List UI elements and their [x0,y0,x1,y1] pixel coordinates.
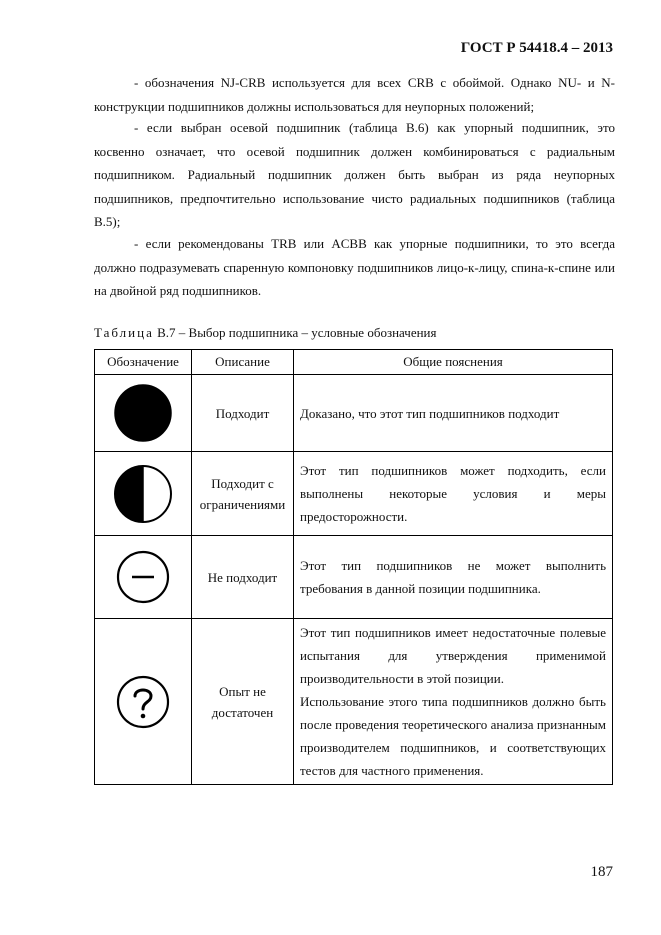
notes-paragraph: Этот тип подшипников имеет недостаточные полевые испытания для утверждения применимой производительности в этой позиции. [300,625,606,686]
symbol-cell [95,619,192,785]
question-circle-icon [116,675,170,729]
paragraph-text: - если выбран осевой подшипник (таблица B.6) как упорный подшипник, это косвенно означает, что осевой подшипник должен комбинироваться с радиальным подшипником. Радиальный подшипник должен быть выбран из ряда неупорных подшипников, предпочтительно использование чисто радиальных подшипников (таблица B.5); [94,120,615,229]
paragraph-text: - обозначения NJ-CRB используется для всех CRB с обоймой. Однако NU- и N-конструкции подшипников должны использоваться для неупорных положений; [94,75,615,114]
minus-circle-icon [116,550,170,604]
description-cell: Не подходит [192,536,294,619]
description-cell [192,619,294,785]
table-row [95,536,613,619]
notes-cell: Этот тип подшипников может подходить, если выполнены некоторые условия и меры предосторожности. [294,452,613,536]
notes-cell [294,619,613,785]
page-number: 187 [590,864,613,880]
table-row [95,619,613,785]
table-caption-label: Таблица [94,325,154,340]
filled-circle-icon [113,383,173,443]
symbol-cell [95,536,192,619]
table-caption-text: B.7 – Выбор подшипника – условные обозначения [157,325,437,340]
paragraph-nj-crb [94,71,615,118]
header-notes: Общие пояснения [294,350,613,375]
symbol-cell [95,452,192,536]
table-caption [94,325,437,341]
table-header-row [95,350,613,375]
half-filled-circle-icon [113,464,173,524]
paragraph-text: - если рекомендованы TRB или ACBB как упорные подшипники, то это всегда должно подразумевать спаренную компоновку подшипников лицо-к-лицу, спина-к-спине или на двойной ряд подшипников. [94,236,615,298]
document-id-header: ГОСТ Р 54418.4 – 2013 [460,40,613,56]
symbol-cell [95,375,192,452]
table-row [95,375,613,452]
bearing-symbols-table [94,349,613,785]
table-row [95,452,613,536]
paragraph-axial-bearing [94,116,615,234]
description-cell [192,452,294,536]
description-cell: Подходит [192,375,294,452]
header-symbol: Обозначение [95,350,192,375]
description-line: Подходит с [211,475,274,491]
description-line: ограничениями [199,496,286,512]
notes-cell: Этот тип подшипников не может выполнить требования в данной позиции подшипника. [294,536,613,619]
notes-paragraph: Использование этого типа подшипников должно быть после проведения теоретического анализа признанным производителем подшипников, и соответствующих тестов для частного применения. [300,694,606,778]
paragraph-trb-acbb [94,232,615,303]
header-description: Описание [192,350,294,375]
description-line: достаточен [211,704,274,720]
notes-cell: Доказано, что этот тип подшипников подходит [294,375,613,452]
description-line: Опыт не [219,683,266,699]
